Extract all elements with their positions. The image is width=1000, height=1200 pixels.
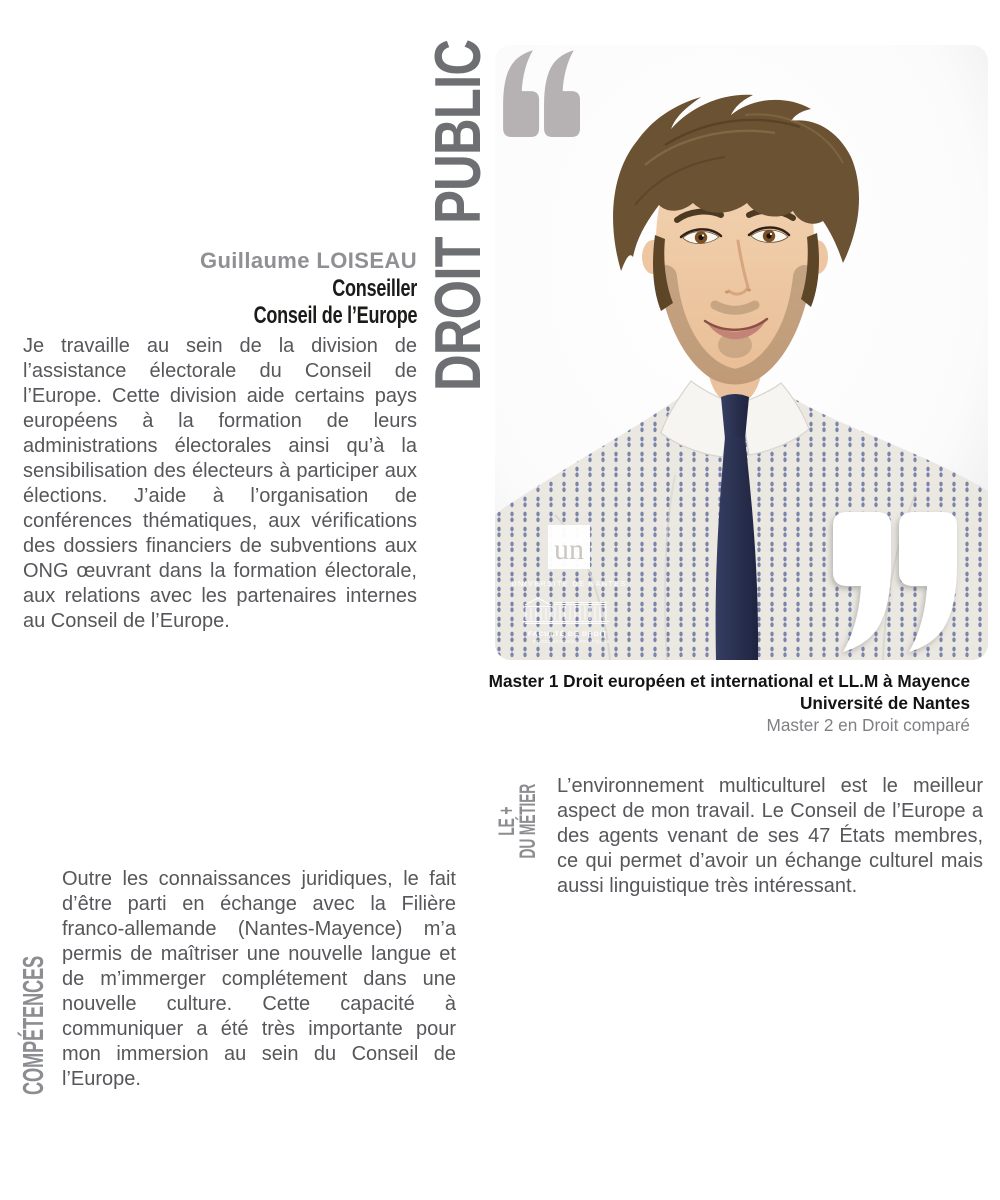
category-label-vertical: DROIT PUBLIC — [421, 39, 494, 392]
metier-label-line1: LE + — [494, 806, 519, 836]
person-organization: Conseil de l’Europe — [253, 302, 417, 329]
intro-paragraph: Je travaille au sein de la division de l’assistance électorale du Conseil de l’Europe. Cette division aide certains pays européens à la formation de leurs administrations électorales ainsi qu’à la sensibilisation des électeurs à participer aux élections. J’aide à l’organisation de conférences thématiques, aux vérifications des dossiers financiers de subventions aux ONG œuvrant dans la formation électorale, aux relations avec les partenaires internes au Conseil de l’Europe. — [23, 335, 417, 632]
person-role: Conseiller — [332, 275, 417, 302]
university-name-label: UNIVERSITÉ DE NANTES — [511, 579, 627, 588]
competences-paragraph: Outre les connaissances juridiques, le fait d’être parti en échange avec la Filière franco-allemande (Nantes-Mayence) m’a permis de maîtriser une nouvelle langue et de m’immerger complétement dans une nouvelle culture. Cette capacité à communiquer a été très importante pour mon immersion au sein du Conseil de l’Europe. — [62, 868, 456, 1090]
university-mark-un: un — [554, 533, 584, 566]
metier-paragraph: L’environnement multiculturel est le meilleur aspect de mon travail. Le Conseil de l’Europe a des agents venant de ses 47 États membres, ce qui permet d’avoir un échange culturel mais aussi linguistique très intéressant. — [557, 775, 983, 897]
education-line2: Université de Nantes — [799, 693, 970, 713]
metier-label-line2: DU MÉTIER — [514, 783, 540, 859]
person-name: Guillaume LOISEAU — [199, 248, 417, 273]
portrait-photo — [495, 45, 988, 660]
education-line3: Master 2 en Droit comparé — [766, 715, 970, 735]
faculty-name-label: FACULTÉ DE DROIT — [528, 631, 608, 638]
education-caption — [455, 670, 970, 736]
education-line1: Master 1 Droit européen et international et LL.M à Mayence — [488, 671, 970, 691]
competences-label-vertical: COMPÉTENCES — [18, 955, 50, 1095]
person-header — [23, 246, 417, 329]
faculty-subtitle-label: ET DES SCIENCES POLITIQUES — [533, 639, 610, 644]
metier-label-vertical — [494, 772, 540, 870]
portrait-illustration — [495, 45, 988, 660]
